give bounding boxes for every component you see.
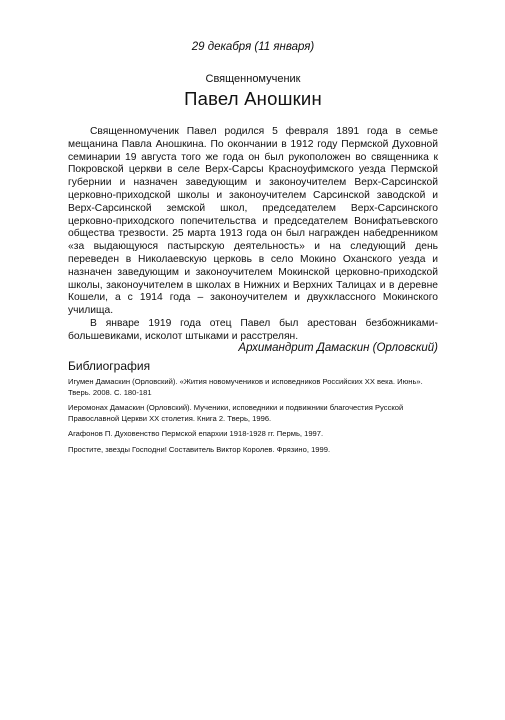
bibliography-item: Простите, звезды Господни! Составитель Виктор Королев. Фрязино, 1999.	[68, 444, 331, 454]
bibliography-item: Иеромонах Дамаскин (Орловский). Мученики, исповедники и подвижники благочестия Русской Православной Церкви XX столетия. Книга 2. Тверь, 1996.	[68, 403, 404, 423]
feast-date: 29 декабря (11 января)	[191, 41, 315, 53]
bibliography-item: Агафонов П. Духовенство Пермской епархии 1918-1928 гг. Пермь, 1997.	[68, 429, 324, 439]
bibliography-heading: Библиография	[68, 359, 151, 373]
author-signature: Архимандрит Дамаскин (Орловский)	[238, 342, 438, 354]
bibliography-item: Игумен Дамаскин (Орловский). «Жития новомучеников и исповедников Российских XX века. Июнь». Тверь. 2008. С. 180-181	[68, 377, 423, 397]
biography-paragraph: Священномученик Павел родился 5 февраля 1891 года в семье мещанина Павла Аношкина. По окончании в 1912 году Пермской Духовной семинарии 19 августа того же года он был рукоположен во священника к Покровской церкви в селе Верх-Сарсы Красноуфимского уезда Пермской губернии и назначен заведующим и законоучителем Верх-Сарсинской церковно-приходской школы и законоучителем Сарсинской заводской и Верх-Сарсинской земской школ, председателем Верх-Сарсинского церковно-приходского попечительства и председателем Вонифатьевского общества трезвости. 25 марта 1913 года он был награжден набедренником «за выдающуюся пастырскую деятельность» и на следующий день переведен в Николаевскую церковь в село Мокино Оханского уезда и назначен заведующим и законоучителем Мокинской церковно-приходской школы, законоучителем в школах в Нижних и Верхних Талицах и в деревне Кошели, а с 1914 года – законоучителем и двухклассного Мокинского училища.	[68, 126, 438, 317]
biography-paragraph: В январе 1919 года отец Павел был арестован безбожниками-большевиками, исколот штыками и расстрелян.	[68, 317, 438, 342]
biography-text	[68, 126, 438, 344]
saint-rank: Священномученик	[205, 73, 301, 85]
bibliography-list	[68, 377, 438, 461]
page-title: Павел Аношкин	[184, 88, 322, 109]
